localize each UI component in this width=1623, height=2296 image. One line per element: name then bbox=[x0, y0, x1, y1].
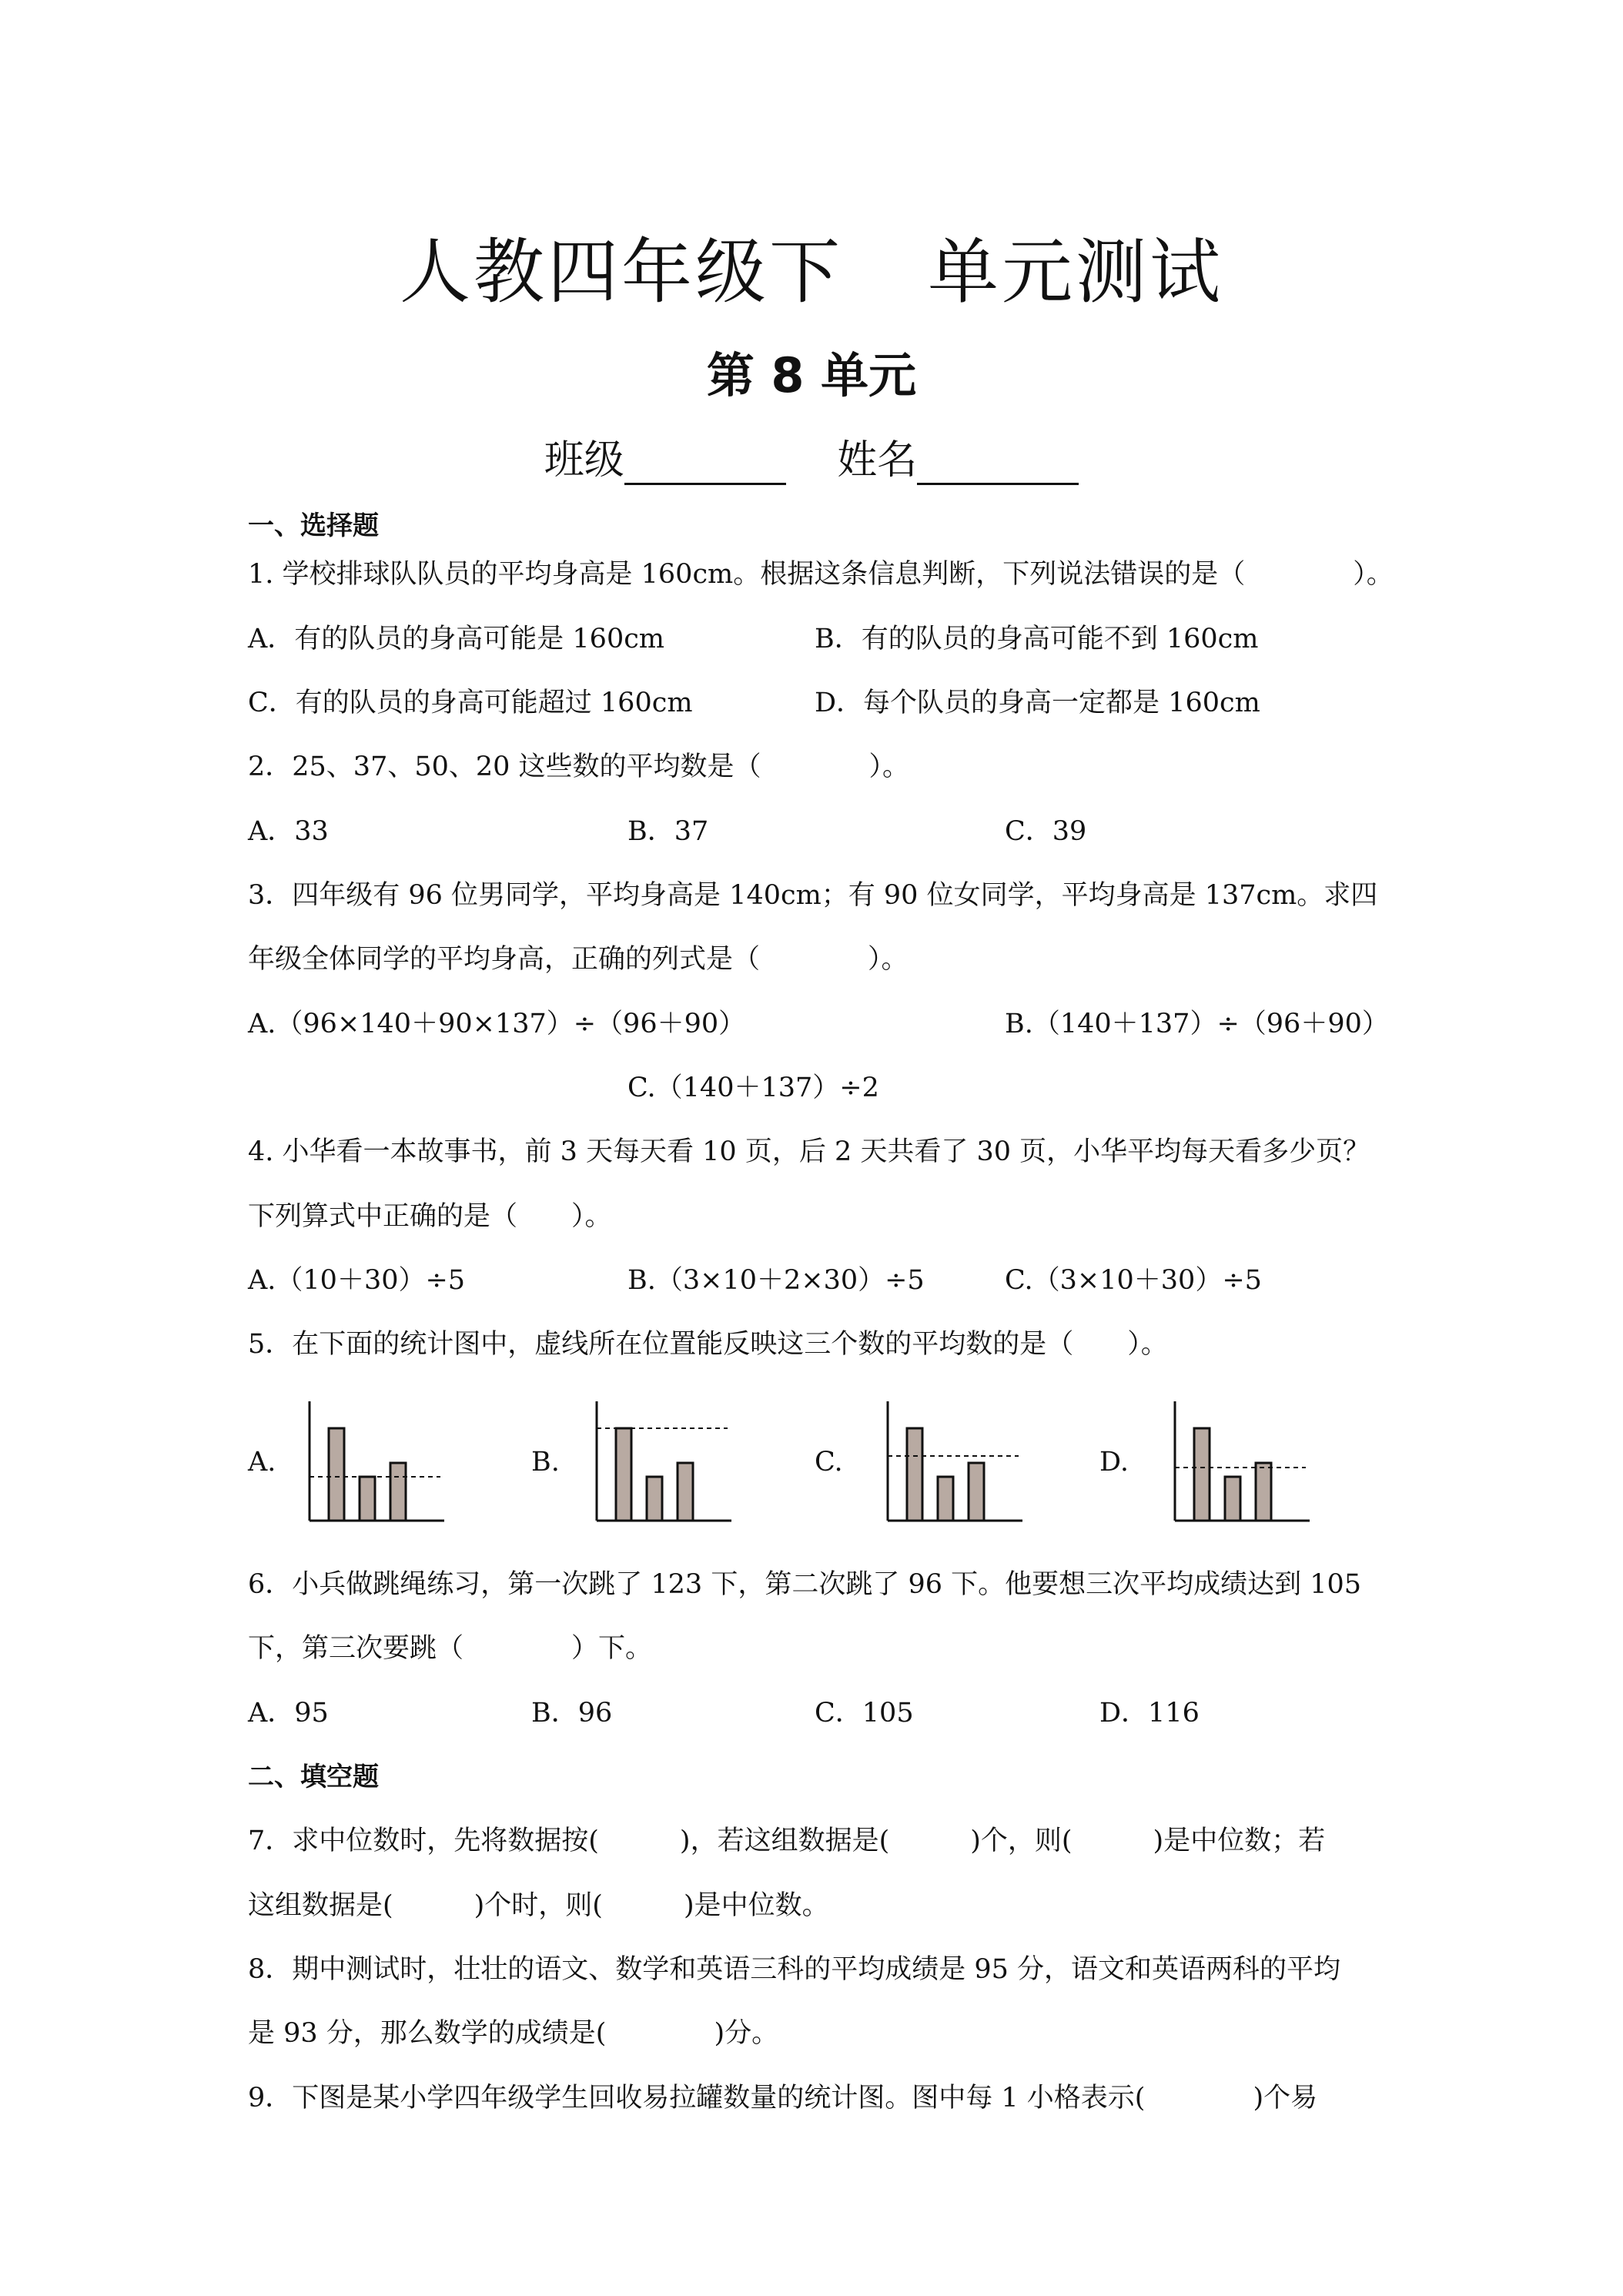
q5-chart-b bbox=[589, 1397, 743, 1528]
bar-1 bbox=[1194, 1428, 1210, 1521]
bar-3 bbox=[1256, 1463, 1271, 1521]
q6-option-c[interactable]: C．105 bbox=[815, 1698, 914, 1729]
q1-option-d[interactable]: D．每个队员的身高一定都是 160cm bbox=[815, 688, 1260, 718]
q6-stem-line1: 6．小兵做跳绳练习，第一次跳了 123 下，第二次跳了 96 下。他要想三次平均成绩达到 105 bbox=[248, 1569, 1362, 1600]
q6-option-d[interactable]: D．116 bbox=[1099, 1698, 1200, 1729]
q7-stem-line2: 这组数据是( )个时，则( )是中位数。 bbox=[248, 1890, 829, 1921]
q5-chart-c bbox=[880, 1397, 1034, 1528]
name-blank[interactable] bbox=[917, 443, 1079, 485]
q1-stem: 1. 学校排球队队员的平均身高是 160cm。根据这条信息判断，下列说法错误的是（ ）。 bbox=[248, 559, 1394, 590]
title-right: 单元测试 bbox=[928, 231, 1224, 313]
bar-2 bbox=[360, 1477, 375, 1521]
q2-option-a[interactable]: A．33 bbox=[248, 816, 329, 847]
bar-3 bbox=[969, 1463, 984, 1521]
q3-option-c[interactable]: C.（140＋137）÷2 bbox=[627, 1073, 879, 1103]
q4-option-c[interactable]: C.（3×10＋30）÷5 bbox=[1005, 1265, 1262, 1296]
q3-option-b[interactable]: B.（140＋137）÷（96＋90） bbox=[1005, 1009, 1389, 1039]
q6-option-a[interactable]: A．95 bbox=[248, 1698, 329, 1729]
q3-stem-line1: 3．四年级有 96 位男同学，平均身高是 140cm；有 90 位女同学，平均身高是 137cm。求四 bbox=[248, 880, 1378, 911]
q6-stem-line2: 下，第三次要跳（ ）下。 bbox=[248, 1633, 653, 1664]
bar-3 bbox=[390, 1463, 406, 1521]
class-blank[interactable] bbox=[624, 443, 786, 485]
bar-2 bbox=[1225, 1477, 1240, 1521]
title-left: 人教四年级下 bbox=[399, 231, 843, 313]
bar-2 bbox=[647, 1477, 662, 1521]
page-title bbox=[0, 216, 1623, 317]
q3-stem-line2: 年级全体同学的平均身高，正确的列式是（ ）。 bbox=[248, 944, 909, 975]
bar-2 bbox=[938, 1477, 953, 1521]
q5-chart-a bbox=[302, 1397, 456, 1528]
q4-option-b[interactable]: B.（3×10＋2×30）÷5 bbox=[627, 1265, 925, 1296]
q5-chart-d bbox=[1167, 1397, 1321, 1528]
q5-option-d-label: D. bbox=[1099, 1447, 1129, 1478]
q5-option-b-label: B. bbox=[531, 1447, 560, 1478]
bar-1 bbox=[907, 1428, 922, 1521]
q1-option-b[interactable]: B．有的队员的身高可能不到 160cm bbox=[815, 624, 1259, 654]
class-name-row bbox=[0, 427, 1623, 485]
q3-option-a[interactable]: A.（96×140＋90×137）÷（96＋90） bbox=[248, 1009, 746, 1039]
q2-stem: 2．25、37、50、20 这些数的平均数是（ ）。 bbox=[248, 751, 910, 782]
q5-option-c-label: C. bbox=[815, 1447, 843, 1478]
q5-option-a-label: A. bbox=[248, 1447, 276, 1478]
section-fill: 二、填空题 bbox=[248, 1762, 379, 1792]
section-choice: 一、选择题 bbox=[248, 510, 379, 541]
q1-option-c[interactable]: C．有的队员的身高可能超过 160cm bbox=[248, 688, 693, 718]
q4-stem-line2: 下列算式中正确的是（ ）。 bbox=[248, 1201, 612, 1232]
q8-stem-line2: 是 93 分，那么数学的成绩是( )分。 bbox=[248, 2018, 779, 2049]
q1-option-a[interactable]: A．有的队员的身高可能是 160cm bbox=[248, 624, 664, 654]
q8-stem-line1: 8．期中测试时，壮壮的语文、数学和英语三科的平均成绩是 95 分，语文和英语两科的平均 bbox=[248, 1954, 1341, 1985]
q2-option-c[interactable]: C．39 bbox=[1005, 816, 1087, 847]
q6-option-b[interactable]: B．96 bbox=[531, 1698, 613, 1729]
q7-stem-line1: 7．求中位数时，先将数据按( )，若这组数据是( )个，则( )是中位数；若 bbox=[248, 1826, 1326, 1856]
q5-stem: 5．在下面的统计图中，虚线所在位置能反映这三个数的平均数的是（ ）。 bbox=[248, 1329, 1168, 1360]
q4-stem-line1: 4. 小华看一本故事书，前 3 天每天看 10 页，后 2 天共看了 30 页，小华平均每天看多少页？ bbox=[248, 1136, 1370, 1167]
bar-1 bbox=[329, 1428, 344, 1521]
q4-option-a[interactable]: A.（10＋30）÷5 bbox=[248, 1265, 466, 1296]
q9-stem-line1: 9．下图是某小学四年级学生回收易拉罐数量的统计图。图中每 1 小格表示( )个易 bbox=[248, 2083, 1318, 2114]
unit-heading: 第 8 单元 bbox=[706, 347, 917, 403]
q2-option-b[interactable]: B．37 bbox=[627, 816, 709, 847]
bar-1 bbox=[616, 1428, 631, 1521]
bar-3 bbox=[678, 1463, 693, 1521]
class-label: 班级 bbox=[544, 437, 624, 484]
name-label: 姓名 bbox=[837, 437, 918, 484]
